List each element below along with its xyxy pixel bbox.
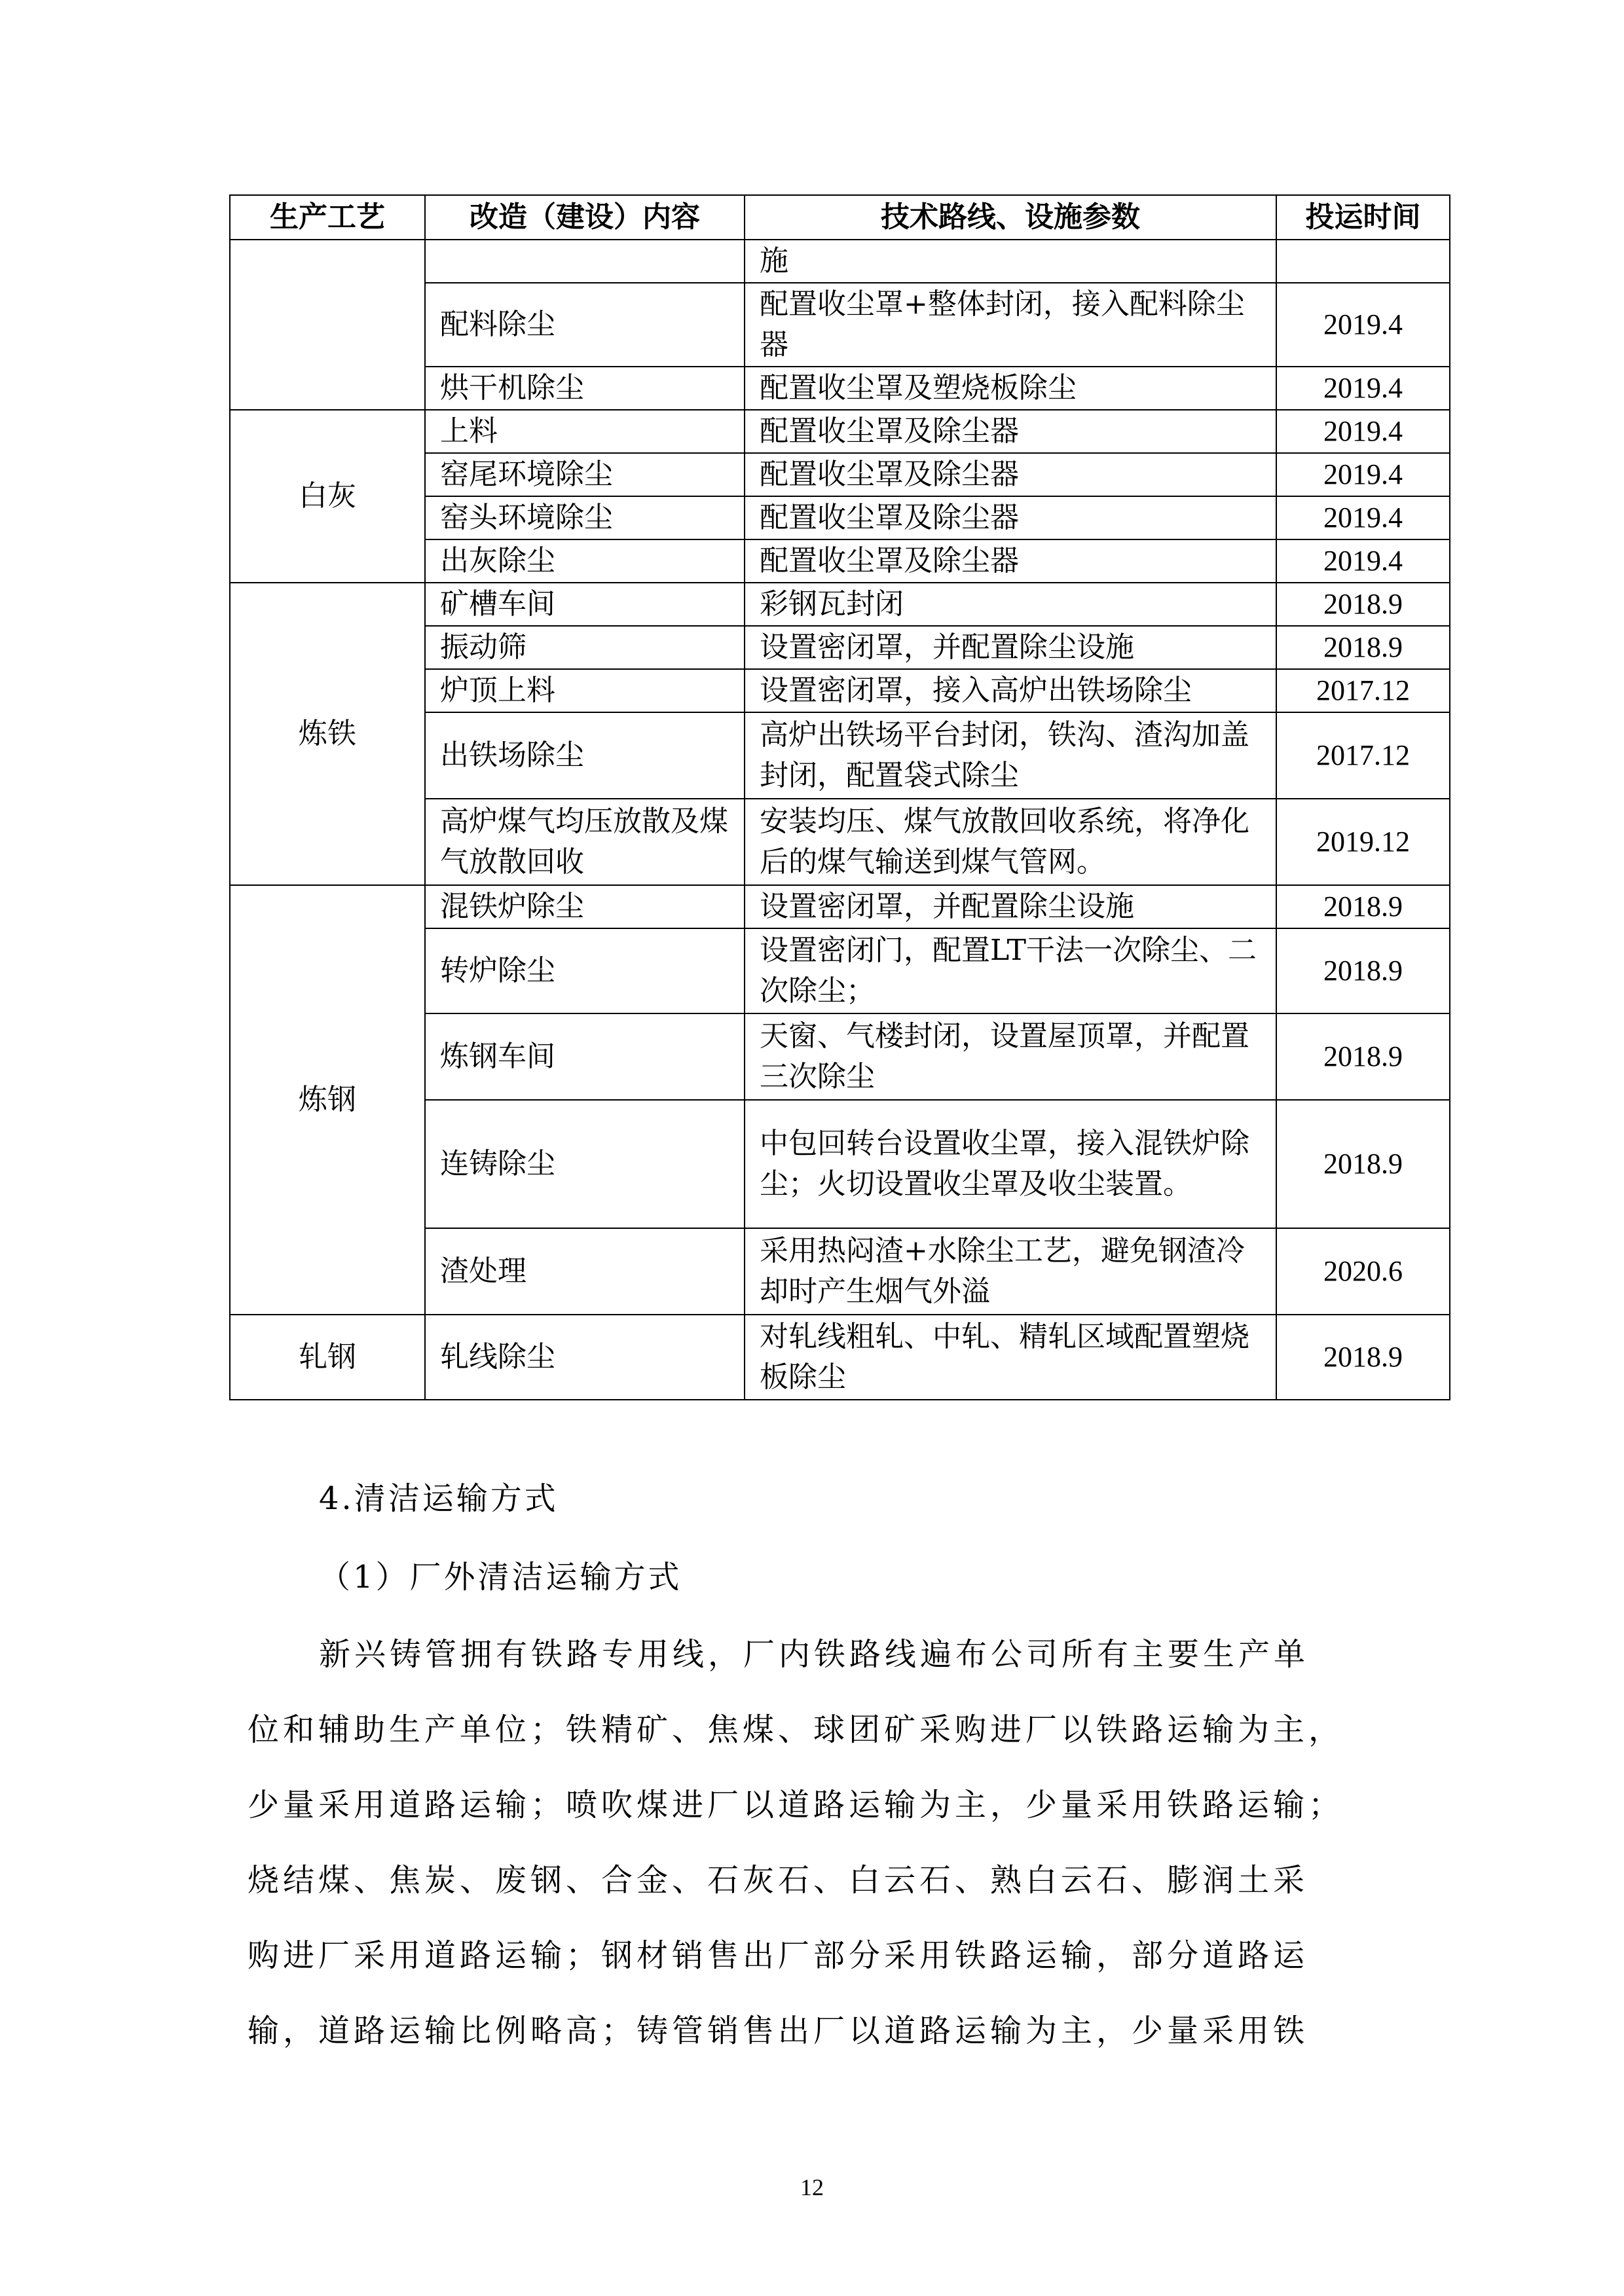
- content-cell: 转炉除尘: [425, 928, 745, 1013]
- process-cell: 轧钢: [230, 1315, 425, 1400]
- content-cell: 窑头环境除尘: [425, 496, 745, 539]
- date-cell: 2018.9: [1276, 1100, 1450, 1228]
- content-cell: 渣处理: [425, 1228, 745, 1315]
- table-header-row: [230, 195, 1450, 240]
- content-cell: 轧线除尘: [425, 1315, 745, 1400]
- content-cell: 混铁炉除尘: [425, 885, 745, 928]
- tech-cell: 中包回转台设置收尘罩，接入混铁炉除尘；火切设置收尘罩及收尘装置。: [745, 1100, 1276, 1228]
- content-cell: 矿槽车间: [425, 583, 745, 626]
- content-cell: 配料除尘: [425, 283, 745, 367]
- table-row: [230, 1315, 1450, 1400]
- tech-cell: 配置收尘罩+整体封闭，接入配料除尘器: [745, 283, 1276, 367]
- tech-cell: 配置收尘罩及除尘器: [745, 496, 1276, 539]
- date-cell: 2017.12: [1276, 712, 1450, 799]
- page-number: 12: [800, 2174, 824, 2200]
- tech-cell: 配置收尘罩及除尘器: [745, 539, 1276, 583]
- date-cell: 2018.9: [1276, 1013, 1450, 1100]
- table-row: [230, 583, 1450, 626]
- section-heading: 4.清洁运输方式: [319, 1480, 559, 1517]
- content-cell: 上料: [425, 410, 745, 453]
- tech-cell: 设置密闭罩，并配置除尘设施: [745, 626, 1276, 669]
- table-row: [230, 410, 1450, 453]
- header-content: 改造（建设）内容: [425, 195, 745, 240]
- date-cell: 2019.4: [1276, 283, 1450, 367]
- date-cell: 2018.9: [1276, 626, 1450, 669]
- process-cell: 炼钢: [230, 885, 425, 1315]
- date-cell: 2020.6: [1276, 1228, 1450, 1315]
- tech-cell: 安装均压、煤气放散回收系统，将净化后的煤气输送到煤气管网。: [745, 799, 1276, 885]
- date-cell: 2018.9: [1276, 928, 1450, 1013]
- process-cell: [230, 240, 425, 410]
- table-row: [230, 240, 1450, 283]
- tech-cell: 高炉出铁场平台封闭，铁沟、渣沟加盖封闭，配置袋式除尘: [745, 712, 1276, 799]
- tech-cell: 配置收尘罩及除尘器: [745, 453, 1276, 496]
- tech-cell: 彩钢瓦封闭: [745, 583, 1276, 626]
- header-date: 投运时间: [1276, 195, 1450, 240]
- date-cell: 2019.4: [1276, 496, 1450, 539]
- content-cell: 烘干机除尘: [425, 367, 745, 410]
- content-cell: 振动筛: [425, 626, 745, 669]
- date-cell: 2018.9: [1276, 1315, 1450, 1400]
- paragraph-line: 输，道路运输比例略高；铸管销售出厂以道路运输为主，少量采用铁: [248, 2013, 1309, 2049]
- content-cell: 炼钢车间: [425, 1013, 745, 1100]
- date-cell: 2017.12: [1276, 669, 1450, 712]
- tech-cell: 施: [745, 240, 1276, 283]
- tech-cell: 设置密闭罩，并配置除尘设施: [745, 885, 1276, 928]
- paragraph-line: 烧结煤、焦炭、废钢、合金、石灰石、白云石、熟白云石、膨润土采: [248, 1862, 1309, 1899]
- content-cell: 出铁场除尘: [425, 712, 745, 799]
- paragraph-line: 购进厂采用道路运输；钢材销售出厂部分采用铁路运输，部分道路运: [248, 1937, 1309, 1974]
- date-cell: 2018.9: [1276, 885, 1450, 928]
- content-cell: 高炉煤气均压放散及煤气放散回收: [425, 799, 745, 885]
- sub-heading: （1）厂外清洁运输方式: [319, 1559, 682, 1595]
- tech-cell: 设置密闭门，配置LT干法一次除尘、二次除尘；: [745, 928, 1276, 1013]
- date-cell: 2019.4: [1276, 539, 1450, 583]
- process-improvement-table: [229, 194, 1450, 1400]
- process-cell: 白灰: [230, 410, 425, 583]
- process-cell: 炼铁: [230, 583, 425, 885]
- header-tech: 技术路线、设施参数: [745, 195, 1276, 240]
- date-cell: 2019.4: [1276, 410, 1450, 453]
- content-cell: [425, 240, 745, 283]
- tech-cell: 天窗、气楼封闭，设置屋顶罩，并配置三次除尘: [745, 1013, 1276, 1100]
- paragraph-line: 少量采用道路运输；喷吹煤进厂以道路运输为主，少量采用铁路运输；: [248, 1787, 1344, 1823]
- date-cell: 2018.9: [1276, 583, 1450, 626]
- tech-cell: 配置收尘罩及塑烧板除尘: [745, 367, 1276, 410]
- content-cell: 窑尾环境除尘: [425, 453, 745, 496]
- date-cell: 2019.4: [1276, 453, 1450, 496]
- table-row: [230, 885, 1450, 928]
- content-cell: 出灰除尘: [425, 539, 745, 583]
- paragraph-line: 位和辅助生产单位；铁精矿、焦煤、球团矿采购进厂以铁路运输为主，: [248, 1711, 1344, 1748]
- tech-cell: 设置密闭罩，接入高炉出铁场除尘: [745, 669, 1276, 712]
- date-cell: 2019.12: [1276, 799, 1450, 885]
- header-process: 生产工艺: [230, 195, 425, 240]
- tech-cell: 对轧线粗轧、中轧、精轧区域配置塑烧板除尘: [745, 1315, 1276, 1400]
- content-cell: 连铸除尘: [425, 1100, 745, 1228]
- content-cell: 炉顶上料: [425, 669, 745, 712]
- paragraph-line: 新兴铸管拥有铁路专用线，厂内铁路线遍布公司所有主要生产单: [319, 1636, 1310, 1673]
- tech-cell: 配置收尘罩及除尘器: [745, 410, 1276, 453]
- date-cell: [1276, 240, 1450, 283]
- date-cell: 2019.4: [1276, 367, 1450, 410]
- tech-cell: 采用热闷渣+水除尘工艺，避免钢渣冷却时产生烟气外溢: [745, 1228, 1276, 1315]
